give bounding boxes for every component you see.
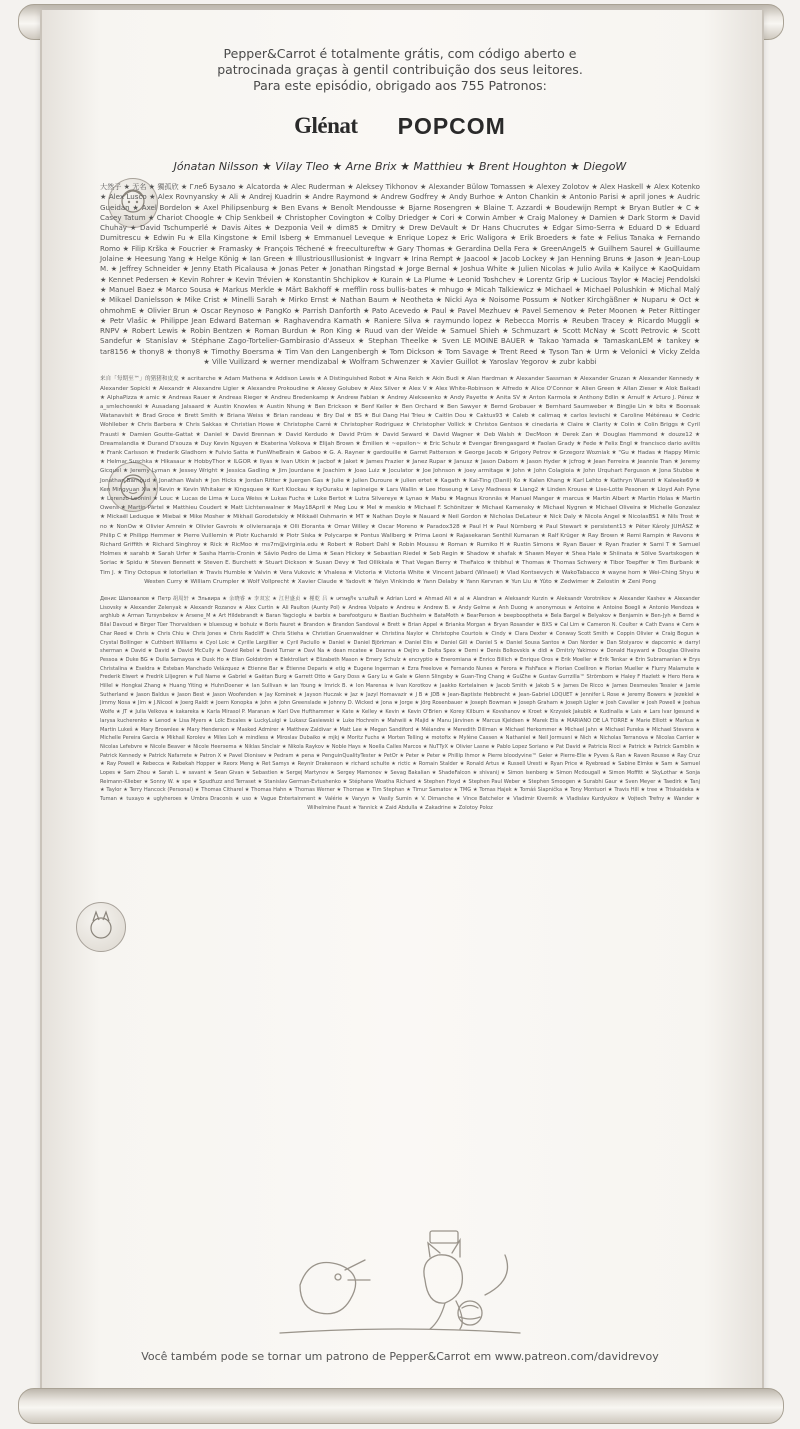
patron-tier-4: Денис Шаповалов ★ Петр 胡周轩 ★ Эльвира ★ 余晓睿 ★ 李双宏 ★ 江世盛贞 ★ 槿乾 吕 ★ เศรษฐกิจ นามสันติ ★ Adrian Lord ★ Ahmad Ali ★ al ★ Alandran ★ Aleksandr Kurzin ★ Aleksandr Vorotnikov ★ Alexander Kashev ★ Alexander Lisovsky ★ Alexander Zelenyak ★ Alexandr Rozanov ★ Alex Curtin ★ Ali Paulton (Aunty Pol) ★ Andrea Volpato ★ Andreu ★ Andrew B. ★ Andy Gelme ★ Anh Duong ★ anonymous ★ Antoine ★ Antoine Boegli ★ Antonio Mendoza ★ arghlub ★ Arman Tursynbekov ★ Arsene_M ★ Art Hildebrandt ★ Baran Yagcioglu ★ barbix ★ barefootguru ★ Bastian Buchheim ★ BataMoth ★ BearPerson ★ beepbooptheta ★ Bela Bargel ★ Belyakov ★ Benjamin ★ Ben-Jyh ★ Bernd ★ Bilal Davoud ★ Birger Tüer Thorvaldsen ★ bluesoug ★ bohuiz ★ Boris Fauret ★ Brandon ★ Brandon Sandoval ★ Brett ★ Brian Appel ★ Brianka Morgan ★ Bryan Rosander ★ BXS ★ Cal Lim ★ Cameron N. Coulter ★ Cath Evans ★ Cem ★ Char Reed ★ Chris ★ Chris Chiu ★ Chris Jones ★ Chris Radcliff ★ Chris Stieha ★ Christian Gruenwaldner ★ Christina Naylor ★ Christophe Courtois ★ Cindy ★ Clara Dexter ★ Conway Scott Smith ★ Coppin Olivier ★ Craig Bogun ★ Crystal Bollinger ★ Cuthbert Williams ★ Cyol Loic ★ Cyrille Largillier ★ Cyril Paciullo ★ Daniel ★ Daniel Björkman ★ Daniel Elis ★ Daniel Gill ★ Daniel S ★ Daniel Sousa Santos ★ Dan Norder ★ Dan Stolyarov ★ dapcomic ★ darryl sherman ★ David ★ David ★ David McCully ★ David Rebel ★ David Turner ★ Davi Na ★ dean mcatee ★ Deanna ★ Dejiro ★ Delta Spex ★ Demi ★ Denis Bolkovskis ★ didi ★ Dmitriy Yakimov ★ Donald Hayward ★ Douglas Oliveira Pessoa ★ Duke BG ★ Dulia Samayoa ★ Dusk Ho ★ Elian Goldström ★ Elektrollart ★ Elizabeth Mason ★ Emery Schulz ★ encryptio ★ Eneromiana ★ Enrico Billich ★ Enrique Oros ★ Erik Moeller ★ Erik Tenkar ★ Erin Subramanian ★ Erys Christalina ★ Eseldra ★ Esteban Manchado Velázquez ★ Etienne Bar ★ Étienne Deparis ★ etig ★ Eugene Ingerman ★ Ezra Freelove ★ Fernando Nunes ★ Ferora ★ FishFace ★ Florian Coelliron ★ Florian Mueller ★ Flurry Malamute ★ Frederik Elwert ★ Fredrik Liljegren ★ Full Name ★ Gabriel ★ Gaëtan Burg ★ Garrett Otto ★ Gary Doss ★ Gary Lu ★ Gale ★ Glenn Slingsby ★ Guan-Ting Chang ★ GuiZhe ★ Gustav Gurrzilla™ Strömbom ★ Haley F Hazlett ★ Hero Hera ★ Hillel ★ Hongkai Zhang ★ Huang Yiting ★ HuhnDoener ★ Ian Sullivan ★ Ian Young ★ Imrick B. ★ Ion Marensa ★ Ivan Korotkov ★ Jaakko Kortelainen ★ Jacob Smith ★ Jakob S ★ James De Ricco ★ James Desmeules Tessier ★ Jamie Sutherland ★ Jason Baldus ★ Jason Best ★ Jason Woofenden ★ Jay Kominek ★ Jayson Huczak ★ Jaz ★ Jazyl Homavazir ★ J B ★ JDB ★ Jean-Baptiste Hebbrecht ★ Jean-Gabriel LOQUET ★ Jennifer L Rose ★ Jeremy Bowers ★ Jezekiel ★ Jimmy Nosa ★ Jim ★ J.Nicool ★ Joerg Raidt ★ Joern Konopka ★ John ★ John Greenslade ★ Johnny D. Wicked ★ Jona ★ Jorge ★ Jörg Rosenbauer ★ Joseph Bowman ★ Joseph Graham ★ Joseph Ligler ★ Josh Cavalier ★ Josh Powell ★ Joshua Wolfe ★ JT ★ Julia Velkova ★ kakareka ★ Karla Mirasol P. Maranan ★ Karl Ove Hufthammer ★ Kate ★ Kelley ★ Kevin ★ Kevin O'Brien ★ Korey Kilburn ★ Kovshanov ★ Kroet ★ Krzysiek Jakubik ★ Kudinalla ★ Lais ★ Lars Ivar Igesund ★ larysa kucherenko ★ Lenod ★ Lisa Myers ★ Loïc Escales ★ LuckyLuigi ★ Lukasz Gasiewski ★ Luke Hochrein ★ Mahwiii ★ Majid ★ Manu Järvinen ★ Marcus Kjeldsen ★ Marek Elis ★ MARIANO DE LA TORRE ★ Marie Elliott ★ Markus ★ Martin Lukeš ★ Mary Brownlee ★ Mary Henderson ★ Masked Admirer ★ Matthew Zaldivar ★ Matt Lee ★ Megan Sandiford ★ Mélandre ★ Meredith Dillman ★ Michael Herkommer ★ Michael Jahn ★ Michael Pureka ★ Michael Stevens ★ Michelle Pereira Garcia ★ Mikhail Korolev ★ Miles Loh ★ mindless ★ Miroslav Dubaiko ★ mjkj ★ Moritz Fuchs ★ Morten Telling ★ motofix ★ Mylène Cassen ★ Nathaniel ★ Neil Jormusni ★ Nich ★ Nicholas Terranova ★ Nicolas Carrier ★ Nicolas Lefebvre ★ Nicole Beaver ★ Nicole Heersema ★ Niklas Sinclair ★ Nikola Raykov ★ Noble Hays ★ Noella Calles Marcos ★ NuTTyX ★ Olivier Lasne ★ Pablo Lopez Soriano ★ Pat David ★ Patricia Ricci ★ Patrick ★ Patrick Gamblin ★ Patrick Kennedy ★ Patrick Nafarrete ★ Patron X ★ Pavel Dionisev ★ Pedram ★ pena ★ PenguinQualityTester ★ PetOr ★ Peter ★ Peter ★ Phillip Ihmor ★ Pierre bloodyvine™ Geier ★ Pierre-Elie ★ Pyves & Ran ★ Raven Rousse ★ Ray Cruz ★ Ray Powell ★ Rebecca ★ Rebekah Hopper ★ Reorx Meng ★ Ret Samys ★ Reynir Drakenson ★ richard schulte ★ rictic ★ Romain Stalder ★ Ronald Artus ★ Russell Uresti ★ Ryan Price ★ Ryebread ★ Sabine Elmke ★ Sam ★ Samuel Lopes ★ Sam Zhou ★ Sarah L. ★ savant ★ Sean Givan ★ Sebastien ★ Sergej Martynov ★ Sergey Mamonov ★ Sevag Bakalian ★ ShadeFalcon ★ shivanij ★ Simon Isenberg ★ Simon Mcdougall ★ Simon Moffitt ★ SkyLothar ★ Sonja Reimann-Klieber ★ Sonny W. ★ spe ★ Spudfuzz and Terraset ★ Stanislav German-Evtushenko ★ Stéphane Woatha Richard ★ Stephen Floyd ★ Stephen Paul Weber ★ Stephen Smoogen ★ Surabhi Gaur ★ Sven Meyer ★ Taedirk ★ Tanj ★ Taylor ★ Terry Hancock (Personal) ★ Thomas Citharel ★ Thomas Hahn ★ Thomas Werner ★ Thornae ★ Tim Stephan ★ Timur Samatov ★ TMG ★ Tomas Hajek ★ Tomáš Slapnička ★ Tony Montuori ★ Travis Hill ★ tree ★ Triskaideka ★ Tuman ★ tuxayo ★ uglyheroes ★ Umbra Draconis ★ uso ★ Vague Entertainment ★ Valérie ★ Varyyn ★ Vasily Sumin ★ V. Dimanche ★ Vince Batchelor ★ Vladimir Kivernik ★ Vladislav Kurdyukov ★ Vojtech Trefny ★ Wander ★ Wilhelmine Faust ★ Yannick ★ Zaid Abdulla ★ Zakadrine ★ Zolotoy Poloz bbox=[100, 596, 700, 811]
intro-line-1: Pepper&Carrot é totalmente grátis, com código aberto e bbox=[223, 46, 577, 61]
pepper-carrot-illustration bbox=[270, 1225, 530, 1340]
patron-credits bbox=[100, 46, 700, 813]
patron-tier-3: 来自「每期至™」的猪猪和皮皮 ★ acritarche ★ Adam Mathena ★ Addison Lewis ★ A Distinguished Robot ★ Aina Reich ★ Akin Budi ★ Alan Hardman ★ Alexander Sassman ★ Alexander Gruzan ★ Alexander Kennedy ★ Alexander Sopicki ★ Alexandr ★ Alexandre Ligier ★ Alexandre Prokoudine ★ Alexey Golubev ★ Alex Silver ★ Alex V ★ Alex White-Robinson ★ Alfredo ★ Alice O'Connor ★ Alien Green ★ Allan Zieser ★ Alok Baikadi ★ AlphaPizza ★ amic ★ Andreas Rauer ★ Andreas Rieger ★ Andreu Bredenkamp ★ Andrew Fabian ★ Andrey Alekseenko ★ Andy Payette ★ Anita SV ★ Anton Karmola ★ Anthony Edlin ★ Arnulf ★ Arturo J. Pérez ★ a_smlechowski ★ Ausadang Jalsaard ★ Austin Knowles ★ Austin Nhung ★ Ben Erickson ★ Benf Keller ★ Ben Orchard ★ Ben Sawyer ★ Bernd Grobauer ★ Bernhard Saumweber ★ Bingjie Lin ★ bits ★ Boonsak Watanavisit ★ Brad Groce ★ Brett Smith ★ Briana Weiss ★ Brian randeau ★ Bry Dal ★ BS ★ Bui Dang Hai Trieu ★ Caitlin Dou ★ Caktus93 ★ Caleb ★ calimaq ★ carlos levischi ★ Caroline Météreau ★ Cedric Wohlleber ★ Chris Barbera ★ Chris Sakkas ★ Christian Howe ★ Christophe Carré ★ Christopher Rodriguez ★ Christopher Vollick ★ Christos Gentsos ★ cinedaria ★ Claire ★ Clarity ★ Colin ★ Colin Briggs ★ Cyril Frausti ★ Damien Goutte-Gattat ★ Daniel ★ David Brennan ★ David Kerdudo ★ David Prüm ★ David Seward ★ David Wagner ★ Deb Walsh ★ DecMoon ★ Derek Zan ★ Douglas Hammond ★ douze12 ★ Dreamslandia ★ Durand D'souza ★ Duy Kevin Nguyen ★ Ekaterina Volkova ★ Elijah Brown ★ Émilien ★ ~epsilon~ ★ Eric Schulz ★ Evengar Brengasgard ★ Faolan Grady ★ Fede ★ Felix Engl ★ francisco dario aviltis ★ Frank Carlsson ★ Frederik Gladhorn ★ Fulvio Satta ★ FunWheBrain ★ Gaboo ★ G. A. Rayner ★ gardouille ★ Garret Patterson ★ George Jacob ★ Grigory Petrov ★ Grzegorz Wozniak ★ "Gu ★ Hadas ★ Happy Mimic ★ Helmar Suschka ★ Hikasaur ★ HobbyThor ★ ILGOR ★ Ilyas ★ Ivan Utkin ★ jacbof ★ Jaket ★ James Frazier ★ Janez Rupar ★ Janusz ★ Jason Daborn ★ Jason Hyder ★ jcfrog ★ Jean Ferreira ★ Jeannie Tran ★ Jeremy Gicquel ★ Jeremy Lyman ★ Jessey Wright ★ Jessica Gadling ★ Jim Jourdane ★ Joachim ★ Joao Luiz ★ Joculator ★ Joe Johnson ★ joey armitage ★ John ★ John Colagioia ★ John Urquhart Ferguson ★ Jona Stubbe ★ Jonathan Barnoud ★ Jonathan Walsh ★ Jon Hicks ★ Jordan Ritter ★ Juergen Gas ★ Julie ★ Julien Duroure ★ julien ertet ★ Kagath ★ Kai-Ting (Danil) Ko ★ Kalen Khang ★ Karl Lehto ★ Kathryn Wuerstl ★ Kaleeke69 ★ Ken Mingyuan Xia ★ Kevin ★ Kevin Whitaker ★ Kingsquee ★ Kurt Klockau ★ kyOuraku ★ lapineige ★ Lars Wallin ★ Lee Hoseung ★ Levy Madness ★ Liang2 ★ Linden Krouse ★ Lise-Lotte Pesonen ★ Lloyd Ash Pyne ★ Lorenzo Leonini ★ Louc ★ Lucas de Lima ★ Luca Weiss ★ Lukas Fuchs ★ Luke Bertot ★ Lutra Silvereye ★ Lynao ★ Mabu ★ Magnus Kronnäs ★ Manuel Manger ★ marcus ★ Martin Albert ★ Martin Holas ★ Martin Owens ★ Martin Pärtel ★ Matthieu Coudert ★ Matt Lichtenwalner ★ May18April ★ Meg Lou ★ Mel ★ meskio ★ Michael F. Schönitzer ★ Michael Kamensky ★ Michael Nygren ★ Michael Oliveira ★ Michelle Gonzalez ★ Mickaël Leduque ★ Miebai ★ Mike Mosher ★ Mikhail Gorodetskiy ★ Mikkaël Oshmarin ★ MT ★ Nathan Doyle ★ Nauard ★ Neil Gordon ★ Nicholas DeLateur ★ Nick Daly ★ Nicola Angel ★ NicolasBS1 ★ Nils Trost ★ no ★ NonOw ★ Olivier Amrein ★ Olivier Gavrois ★ oliviersaraja ★ Olli Eloranta ★ Omar Willey ★ Oscar Moreno ★ Paradox328 ★ Paul H ★ Paul Nürnberg ★ Paul Stewart ★ persistent13 ★ Péter Károly JUHÁSZ ★ Philip C ★ Philipp Hemmer ★ Pierre Vuillemin ★ Piotr Kucharski ★ Piotr Siska ★ Polycarpe ★ Pontus Wallberg ★ Prima Leoni ★ Rajasekaran Senthil Kumaran ★ Ralf Krüger ★ Ray Brown ★ Remi Rampin ★ Revons ★ Richard Griffith ★ Richard Singhroy ★ Rick ★ RicMoo ★ rns7m@virginia.edu ★ Robert ★ Robert Dahl ★ Robin Moussu ★ Roman ★ Rumiko H ★ Rustin Simons ★ Ryan Bauer ★ Ryan Frazier ★ Sami T ★ Samuel Holmes ★ sarahb ★ Sarah Urfer ★ Sasha Harris-Cronin ★ Sávio Pedro de Lima ★ Sean Hickey ★ Sebastian Riedel ★ Seb Regin ★ Shadow ★ shafak ★ Shawn Meyer ★ Shea Hale ★ Shiinata ★ Sölve Svartskogen ★ Soriac ★ Spidu ★ Steven Bennett ★ Steven E. Burchett ★ Stuart Dickson ★ Susan Devy ★ Ted Ollikkala ★ That Vegan Berry ★ TheFaico ★ thibhul ★ Thomas ★ Thomas Schwery ★ Tibor Toepffer ★ Tim Burbank ★ Tim J. ★ Tiny Octopus ★ lotorlelian ★ Travis Humble ★ Valvin ★ Vera Vukovic ★ Vhalesa ★ Victoria ★ Victoria White ★ Vincent Jabard (Winael) ★ Vlad Kontsevych ★ WakoTabacco ★ wayne hom ★ Wei-Ching Shyu ★ Westen Curry ★ William Crumpler ★ Wolf Vollprecht ★ Xavier Claude ★ Yadovit ★ Yalyn Vinkindo ★ Yann Delaby ★ Yann Kervran ★ Yun Liu ★ Yûto ★ Zedwimer ★ Zelostin ★ Zeni Pong bbox=[100, 376, 700, 585]
sponsor-logos bbox=[100, 106, 700, 146]
scroll-bottom-roll bbox=[18, 1388, 784, 1424]
patreon-footer: Você também pode se tornar um patrono de Pepper&Carrot em www.patreon.com/davidrevoy bbox=[141, 1350, 659, 1363]
intro-line-3: Para este episódio, obrigado aos 755 Patronos: bbox=[253, 78, 547, 93]
popcom-logo: POPCOM bbox=[397, 112, 506, 139]
glenat-logo: Glénat bbox=[294, 113, 358, 138]
top-patrons: Jónatan Nilsson ★ Vilay Tleo ★ Arne Brix ★ Matthieu ★ Brent Houghton ★ DiegoW bbox=[173, 160, 627, 173]
carrot-portrait-emblem bbox=[76, 902, 126, 952]
intro-line-2: patrocinada graças à gentil contribuição dos seus leitores. bbox=[217, 62, 583, 77]
patron-tier-2: 大然子 ★ 无名 ★ 獨孤欣 ★ Глеб Бузало ★ Alcatorda ★ Alec Ruderman ★ Aleksey Tikhonov ★ Alexander Bülow Tomassen ★ Alexey Zolotov ★ Alex Haskell ★ Alex Kotenko ★ Alex Lusco ★ Alex Rovnyansky ★ Ali ★ Andrej Kuadrin ★ Andre Raymond ★ Andrew Godfrey ★ Andy Burhoe ★ Anton Chankin ★ Antonio Parisi ★ april jones ★ Audric Gueidan ★ Axel Bordelon ★ Axel Philipsenburg ★ Ben Evans ★ Benoît Mendousse ★ Bjarne Rosengren ★ Blaine T. Azzardi ★ Boudewijn Rempt ★ Bryan Butler ★ C ★ Casey Tatum ★ Chariot Choogle ★ Chip Senkbeil ★ Christopher Covington ★ Colby Driedger ★ Cori ★ Corwin Amber ★ Craig Maloney ★ Damien ★ Dark Storm ★ David Chuhay ★ David Tschumperlé ★ Davis Aites ★ Dezponia Veil ★ dim85 ★ Dmitry ★ Drew DeVault ★ Dr Hans Chucrutes ★ Edgar Simo-Serra ★ Eduard D ★ Eduard Dumitrescu ★ Edwin Fu ★ Ella Kingstone ★ Emil Isberg ★ Emmanuel Leveque ★ Enrique Lopez ★ Eric Waligora ★ Erik Broeders ★ fate ★ Felius Tanaka ★ Fernando Romo ★ Filip Krška ★ Foucrier ★ Framasky ★ François Téchené ★ freecultureftw ★ Gary Thomas ★ Gerardina Della Fera ★ GreenAngel5 ★ Guilhem Saurel ★ Guillaume Jolaine ★ Heesung Yang ★ Helge König ★ Ian Green ★ IllustriousIllusionist ★ Ingvarr ★ Irina Rempt ★ Jaacool ★ Jacob Lockey ★ Jan Henning Bruns ★ Jason ★ Jean-Loup M. ★ Jeffrey Schneider ★ Jenny Etath Picalausa ★ Jonas Peter ★ Jonathan Ringstad ★ Jorge Bernal ★ Joshua White ★ Julien Nicolas ★ Julio Avila ★ Kailyce ★ KaoQuidam ★ Kennet Pedersen ★ Kevin Rohrer ★ Kevin Trévien ★ Konstantin Shchipkov ★ Kurain ★ La Plume ★ Leonid Toshchev ★ Lorentz Grip ★ Lucious Taylor ★ Maciej Pendolski ★ Manuel Baez ★ Marco Sousa ★ Markus Merkle ★ Märt Bakhoff ★ mefflin ross bullis-bates ★ mhugo ★ Micah Talkiewicz ★ Michael ★ Michael Polushkin ★ Michal Malý ★ Mikael Danielsson ★ Mike Crist ★ Minelli Sarah ★ Mirko Ernst ★ Nathan Baum ★ Neotheta ★ Nicki Aya ★ Noisome Possum ★ Notker Kirchgäßner ★ Nuparu ★ Oct ★ ohmohmE ★ Olivier Brun ★ Oscar Reynoso ★ PangKo ★ Parrish Danforth ★ Pato Acevedo ★ Paul ★ Pavel Mezhuev ★ Pavel Semenov ★ Peter Moonen ★ Peter Rittinger ★ Petr Vlašic ★ Philippe Jean Edward Bateman ★ Raghavendra Kamath ★ Raniere Silva ★ raymundo lopez ★ Rebecca Morris ★ Reuben Tracey ★ Ricardo Muggli ★ RNPV ★ Robert Lewis ★ Robin Bentzen ★ Roman Burdun ★ Ron King ★ Ruud van der Weide ★ Samuel Shieh ★ Schmuzart ★ Scott McNay ★ Scott Petrovic ★ Scott Sandefur ★ Stanislav ★ Stéphane Zago-Tortelier-Gambirasio d'Asseux ★ Stephan Theelke ★ Sven LE MOINE BAUER ★ Takao Yamada ★ TamaskanLEM ★ tankey ★ tar8156 ★ thony8 ★ thony8 ★ Timothy Boersma ★ Tim Van den Langenbergh ★ Tom Dickson ★ Tom Savage ★ Trent Reed ★ Tyson Tan ★ Urm ★ Velonici ★ Vicky Zelda ★ Ville Vuilizard ★ werner mendizabal ★ Wolfram Schwenzer ★ Xavier Guillot ★ Yaroslav Yegorov ★ zubr kabbi bbox=[100, 182, 700, 367]
